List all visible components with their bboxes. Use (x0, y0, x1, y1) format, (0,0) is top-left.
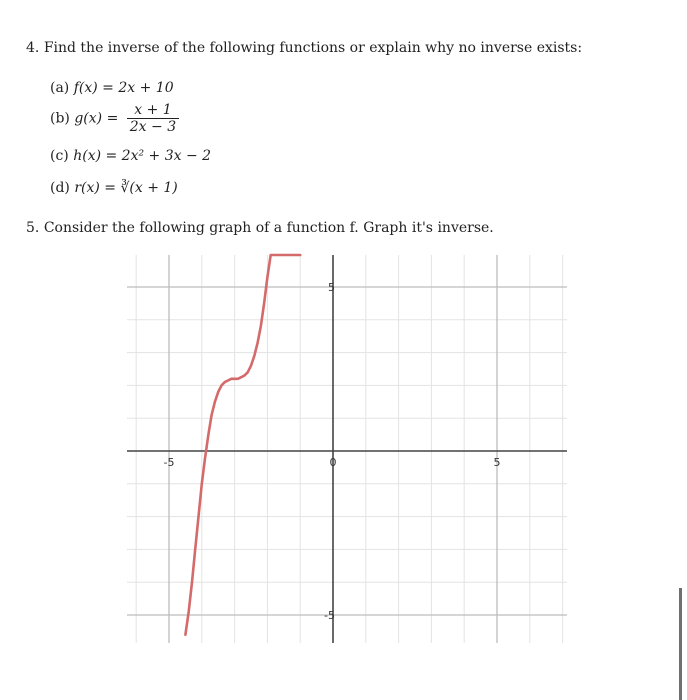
part-b-numerator: x + 1 (134, 102, 172, 118)
part-b-lhs: g(x) = (74, 110, 119, 127)
tick-label-y-5: 5 (328, 281, 335, 294)
part-b-denominator: 2x − 3 (127, 118, 179, 135)
problem-4-prompt: Find the inverse of the following functions or explain why no inverse exists: (43, 40, 583, 56)
part-a-expression: f(x) = 2x + 10 (73, 80, 174, 96)
part-b-label: (b) (50, 110, 70, 127)
part-a-label: (a) (50, 80, 70, 96)
problem-4-number: 4. (26, 40, 40, 56)
tick-label-y-neg-5: -5 (324, 609, 335, 622)
tick-label-x-5: 5 (493, 456, 501, 469)
function-curve (185, 255, 300, 635)
problem-5-number: 5. (26, 220, 40, 236)
part-d-expression: r(x) = ∛(x + 1) (74, 180, 178, 196)
problem-5-prompt: Consider the following graph of a function f. Graph it's inverse. (43, 220, 494, 236)
part-d-label: (d) (50, 180, 70, 196)
tick-label-origin: 0 (329, 456, 337, 469)
part-c-label: (c) (50, 148, 69, 164)
part-c-expression: h(x) = 2x² + 3x − 2 (73, 148, 212, 164)
scrollbar[interactable] (679, 588, 682, 700)
tick-label-x-neg-5: -5 (163, 456, 175, 469)
